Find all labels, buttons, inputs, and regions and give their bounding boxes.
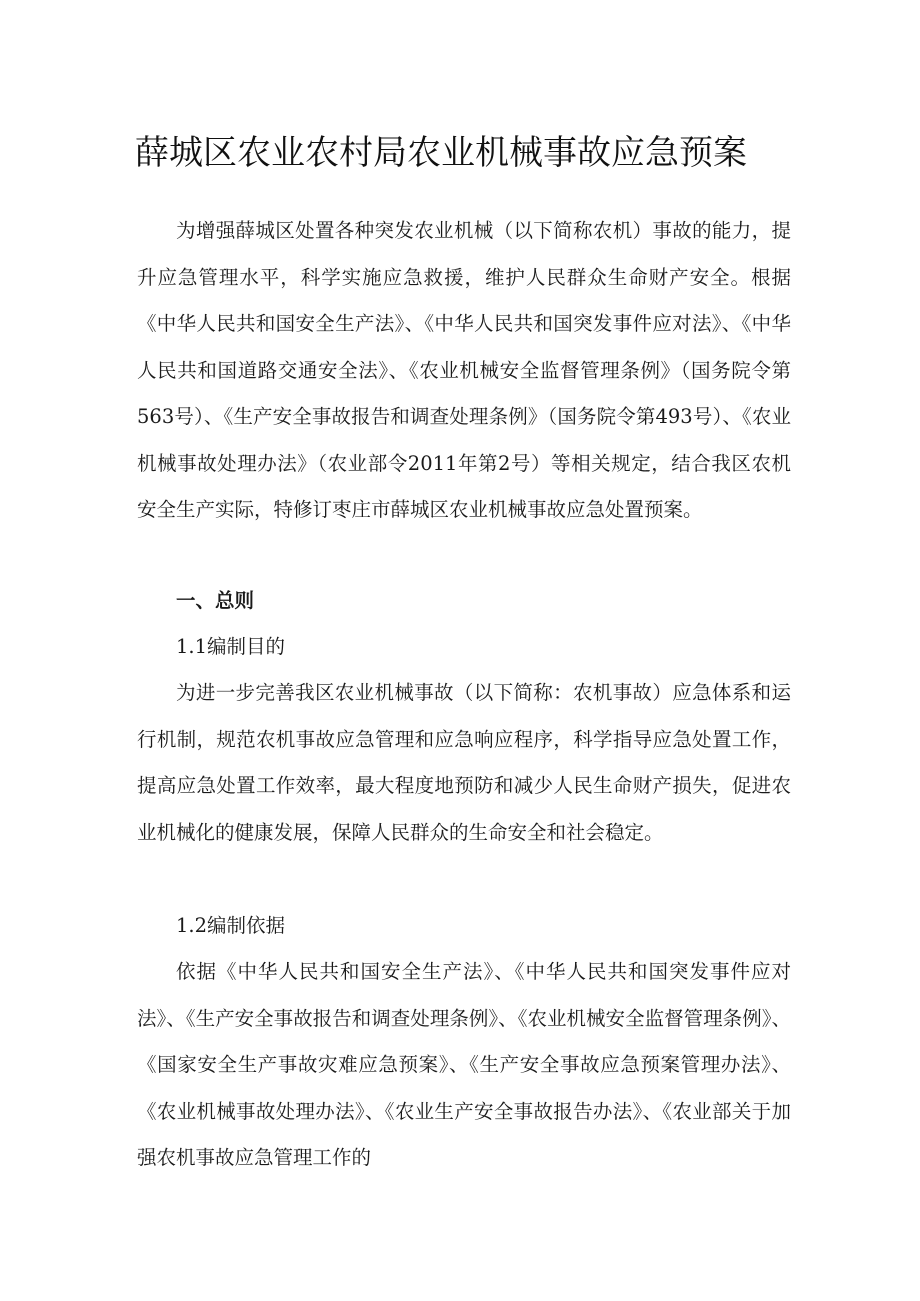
paragraph-purpose: 为进一步完善我区农业机械事故（以下简称：农机事故）应急体系和运行机制，规范农机事故应急管理和应急响应程序，科学指导应急处置工作，提高应急处置工作效率，最大程度地预防和减少人民生命财产损失，促进农业机械化的健康发展，保障人民群众的生命安全和社会稳定。	[137, 681, 791, 844]
section-heading-general-principles: 一、总则	[176, 589, 255, 612]
subsection-heading-basis: 1.2编制依据	[176, 914, 286, 937]
paragraph-basis: 依据《中华人民共和国安全生产法》、《中华人民共和国突发事件应对法》、《生产安全事故报告和调查处理条例》、《农业机械安全监督管理条例》、《国家安全生产事故灾难应急预案》、《生产安全事故应急预案管理办法》、《农业机械事故处理办法》、《农业生产安全事故报告办法》、《农业部关于加强农机事故应急管理工作的	[137, 960, 791, 1169]
subsection-heading-purpose: 1.1编制目的	[176, 635, 286, 658]
document-title: 薛城区农业农村局农业机械事故应急预案	[135, 133, 747, 173]
paragraph-intro: 为增强薛城区处置各种突发农业机械（以下简称农机）事故的能力，提升应急管理水平，科学实施应急救援，维护人民群众生命财产安全。根据《中华人民共和国安全生产法》、《中华人民共和国突发事件应对法》、《中华人民共和国道路交通安全法》、《农业机械安全监督管理条例》（国务院令第563号）、《生产安全事故报告和调查处理条例》（国务院令第493号）、《农业机械事故处理办法》（农业部令2011年第2号）等相关规定，结合我区农机安全生产实际，特修订枣庄市薛城区农业机械事故应急处置预案。	[137, 219, 791, 521]
